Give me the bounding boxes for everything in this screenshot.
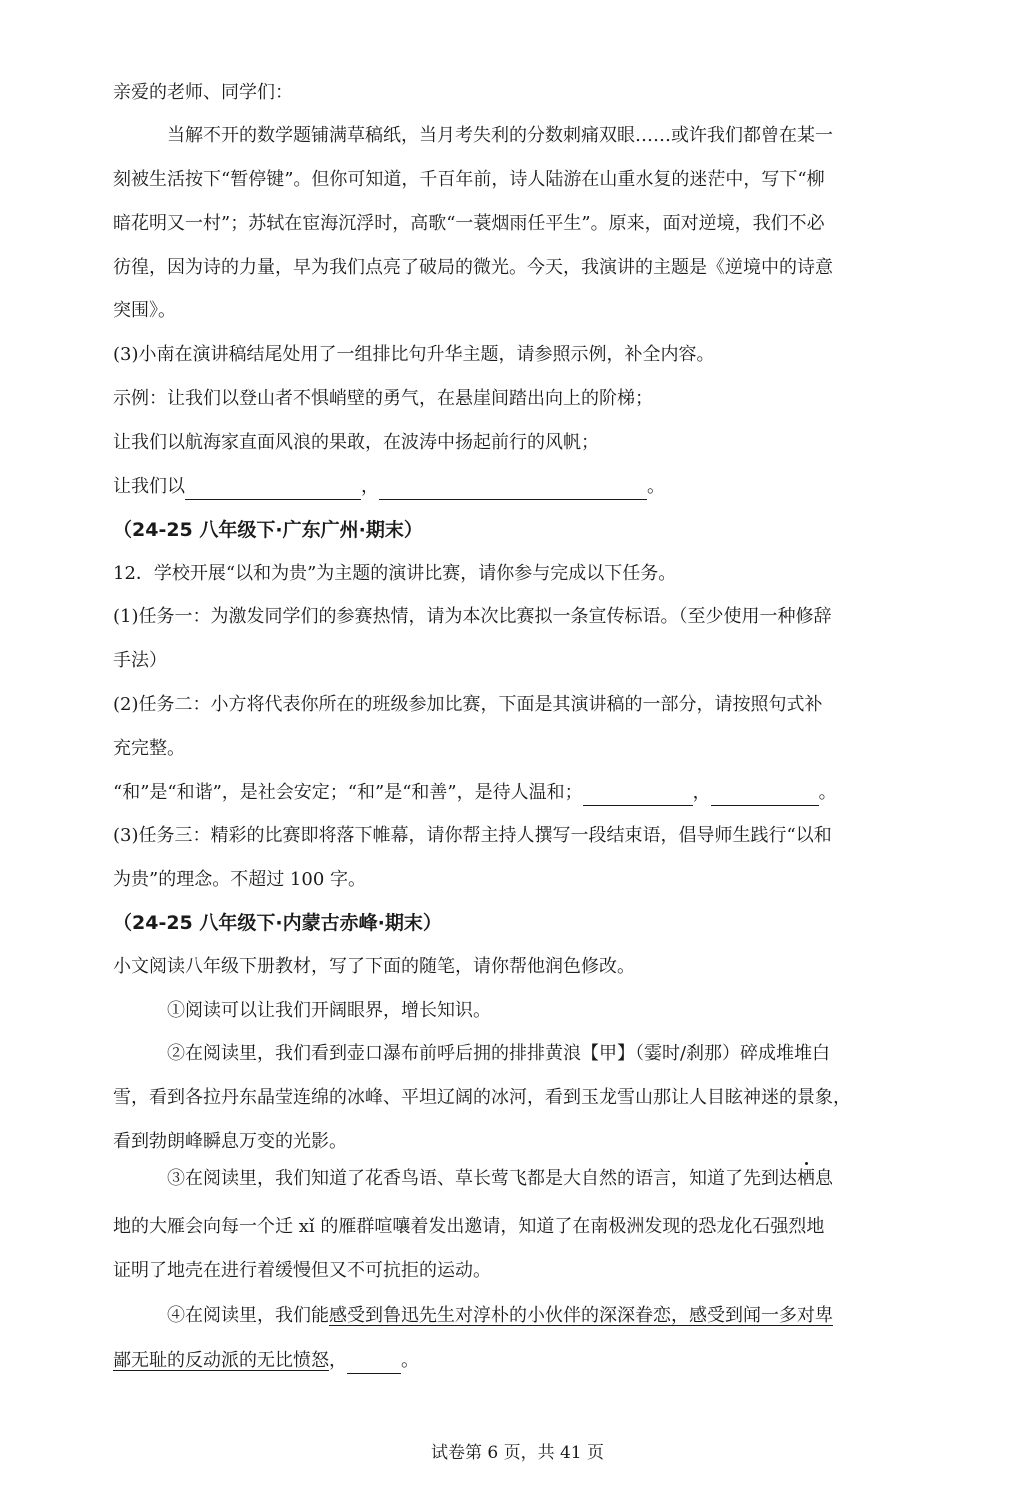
task2-sentence: “和”是“和谐”，是社会安定；“和”是“和善”，是待人温和； xyxy=(113,782,583,803)
para4-period: 。 xyxy=(401,1350,419,1371)
underlined-sentence-end: 鄙无耻的反动派的无比愤怒 xyxy=(113,1350,329,1371)
answer-blank-1[interactable] xyxy=(185,479,361,500)
task2-line-3 xyxy=(113,780,888,806)
task3-line-2: 为贵”的理念。不超过 100 字。 xyxy=(113,869,367,890)
speech-line-5: 突围》。 xyxy=(113,300,176,321)
speech-line-2: 刻被生活按下“暂停键”。但你可知道，千百年前，诗人陆游在山重水复的迷茫中，写下“柳 xyxy=(113,169,825,190)
speech-line-1: 当解不开的数学题铺满草稿纸，当月考失利的分数刺痛双眼……或许我们都曾在某一 xyxy=(167,125,833,146)
q3-line-3 xyxy=(113,474,888,500)
essay-para-3-line-2: 地的大雁会向每一个迁 xǐ 的雁群喧嚷着发出邀请，知道了在南极洲发现的恐龙化石强烈地 xyxy=(113,1216,825,1237)
task2-line-2: 充完整。 xyxy=(113,738,185,759)
task2-period: 。 xyxy=(818,782,837,803)
q3-example: 示例：让我们以登山者不惧峭壁的勇气，在悬崖间踏出向上的阶梯； xyxy=(113,388,653,409)
q3-line3-prefix: 让我们以 xyxy=(113,476,185,497)
greeting: 亲爱的老师、同学们： xyxy=(113,82,293,103)
speech-line-4: 彷徨，因为诗的力量，早为我们点亮了破局的微光。今天，我演讲的主题是《逆境中的诗意 xyxy=(113,257,833,278)
task1-line-1: (1)任务一：为激发同学们的参赛热情，请为本次比赛拟一条宣传标语。（至少使用一种修辞 xyxy=(113,606,832,627)
essay-para-2-line-3: 看到勃朗峰瞬息万变的光影。 xyxy=(113,1131,347,1152)
underlined-sentence: 感受到鲁迅先生对淳朴的小伙伴的深深眷恋，感受到闻一多对卑 xyxy=(329,1305,833,1326)
page-footer: 试卷第 6 页，共 41 页 xyxy=(430,1443,605,1463)
q3-line-2: 让我们以航海家直面风浪的果敢，在波涛中扬起前行的风帆； xyxy=(113,432,599,453)
answer-blank-5[interactable] xyxy=(347,1353,401,1374)
essay-para-3-line-3: 证明了地壳在进行着缓慢但又不可抗拒的运动。 xyxy=(113,1260,491,1281)
task2-line-1: (2)任务二：小方将代表你所在的班级参加比赛，下面是其演讲稿的一部分，请按照句式补 xyxy=(113,694,823,715)
essay-para-4-line-2 xyxy=(113,1348,888,1374)
emphasis-dot-char: 栖 xyxy=(797,1168,815,1189)
essay-para-2-line-1: ②在阅读里，我们看到壶口瀑布前呼后拥的排排黄浪【甲】（霎时/刹那）碎成堆堆白 xyxy=(167,1043,831,1064)
para3-text: ③在阅读里，我们知道了花香鸟语、草长莺飞都是大自然的语言，知道了先到达 xyxy=(167,1168,797,1189)
para4-text: ④在阅读里，我们能 xyxy=(167,1305,329,1326)
q3-period: 。 xyxy=(647,476,665,497)
essay-para-3-line-1 xyxy=(167,1166,888,1192)
para4-comma: ， xyxy=(329,1350,347,1371)
task3-line-1: (3)任务三：精彩的比赛即将落下帷幕，请你帮主持人撰写一段结束语，倡导师生践行“以和 xyxy=(113,825,832,846)
essay-para-4-line-1 xyxy=(167,1303,888,1329)
essay-para-1: ①阅读可以让我们开阔眼界，增长知识。 xyxy=(167,1000,491,1021)
essay-para-2-line-2: 雪，看到各拉丹东晶莹连绵的冰峰、平坦辽阔的冰河，看到玉龙雪山那让人目眩神迷的景象， xyxy=(113,1087,851,1108)
q12-stem: 12．学校开展“以和为贵”为主题的演讲比赛，请你参与完成以下任务。 xyxy=(113,563,677,584)
section-header-guangzhou: （24-25 八年级下·广东广州·期末） xyxy=(113,519,423,541)
answer-blank-2[interactable] xyxy=(379,479,647,500)
answer-blank-3[interactable] xyxy=(583,785,693,806)
task1-line-2: 手法） xyxy=(113,650,167,671)
speech-line-3: 暗花明又一村”；苏轼在宦海沉浮时，高歌“一蓑烟雨任平生”。原来，面对逆境，我们不必 xyxy=(113,213,825,234)
task2-comma: ， xyxy=(692,782,711,803)
para3-text-end: 息 xyxy=(815,1168,833,1189)
section-header-chifeng: （24-25 八年级下·内蒙古赤峰·期末） xyxy=(113,912,442,934)
q3-prompt: (3)小南在演讲稿结尾处用了一组排比句升华主题，请参照示例，补全内容。 xyxy=(113,344,715,365)
answer-blank-4[interactable] xyxy=(711,785,819,806)
essay-intro: 小文阅读八年级下册教材，写了下面的随笔，请你帮他润色修改。 xyxy=(113,956,635,977)
q3-comma: ， xyxy=(361,476,379,497)
